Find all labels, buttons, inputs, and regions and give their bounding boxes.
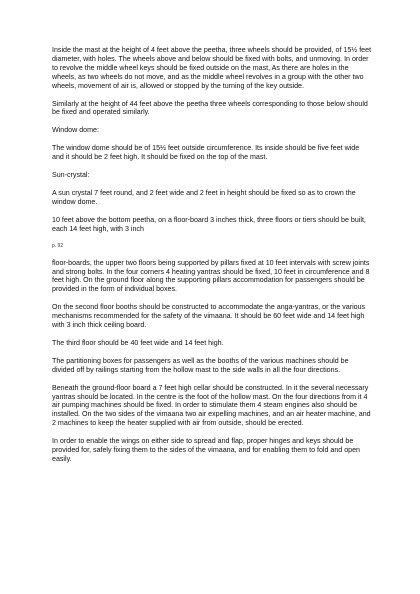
heading-window-dome: Window dome: [52,126,99,135]
paragraph-window-dome: The window dome should be of 15½ feet outside circumference. Its inside should be five feet wide and it should be 2 feet high. It should be fixed on the top of the mast. [52,144,360,162]
heading-sun-crystal: Sun-crystal: [52,171,90,180]
paragraph-partitions: The partitioning boxes for passengers as well as the booths of the various machines should be divided off by railings starting from the hollow mast to the side walls in all the four directions. [52,356,349,374]
page-number: p. 92 [52,242,64,249]
paragraph-second-floor: On the second floor booths should be constructed to accommodate the anga-yantras, or the various mechanisms recommended for the safety of the vimaana. It should be 60 feet wide and 14 feet high with 3 inch thick ceiling board. [52,303,366,330]
document-page [52,46,372,473]
paragraph-sun-crystal: A sun crystal 7 feet round, and 2 feet wide and 2 feet in height should be fixed so as to crown the window dome. [52,188,356,206]
paragraph-mast-wheels: Inside the mast at the height of 4 feet above the peetha, three wheels should be provided, of 15½ feet diameter, with holes. The wheels above and below should be fixed with bolts, and unmoving. In order to revolve the middle wheel keys should be fixed outside on the mast, As there are holes in the wheels, as two wheels do not move, and as the middle wheel revolves in a group with the other two wheels, movement of air is, allowed or stopped by the turning of the key outside. [52,46,372,90]
paragraph-upper-wheels: Similarly at the height of 44 feet above the peetha three wheels corresponding to those below should be fixed and operated similarly. [52,99,368,117]
paragraph-cellar: Beneath the ground-floor board a 7 feet high cellar should be constructed. In it the several necessary yantras should be located. In the centre is the foot of the hollow mast. On the four directions from it 4 air pumping machines should be fixed. In order to stimulate them 4 steam engines also should be installed. On the two sides of the vimaana two air expelling machines, and an air heater machine, and 2 machines to keep the heater supplied with air from outside, should be erected. [52,383,371,428]
paragraph-floors: 10 feet above the bottom peetha, on a floor-board 3 inches thick, three floors or tiers should be built, each 14 feet high, with 3 inch [52,215,366,233]
paragraph-third-floor: The third floor should be 40 feet wide and 14 feet high. [52,338,224,347]
paragraph-wings: In order to enable the wings on either side to spread and flap, proper hinges and keys should be provided for, safely fixing them to the sides of the vimaana, and for enabling them to fold and open easily. [52,437,360,463]
paragraph-floor-boards: floor-boards, the upper two floors being supported by pillars fixed at 10 feet intervals with screw joints and strong bolts. In the four corners 4 heating yantras should be fixed, 10 feet in circumference and 8 feet high. On the ground floor along the supporting pillars accommodation for passengers should be provided in the form of individual boxes. [52,258,370,294]
